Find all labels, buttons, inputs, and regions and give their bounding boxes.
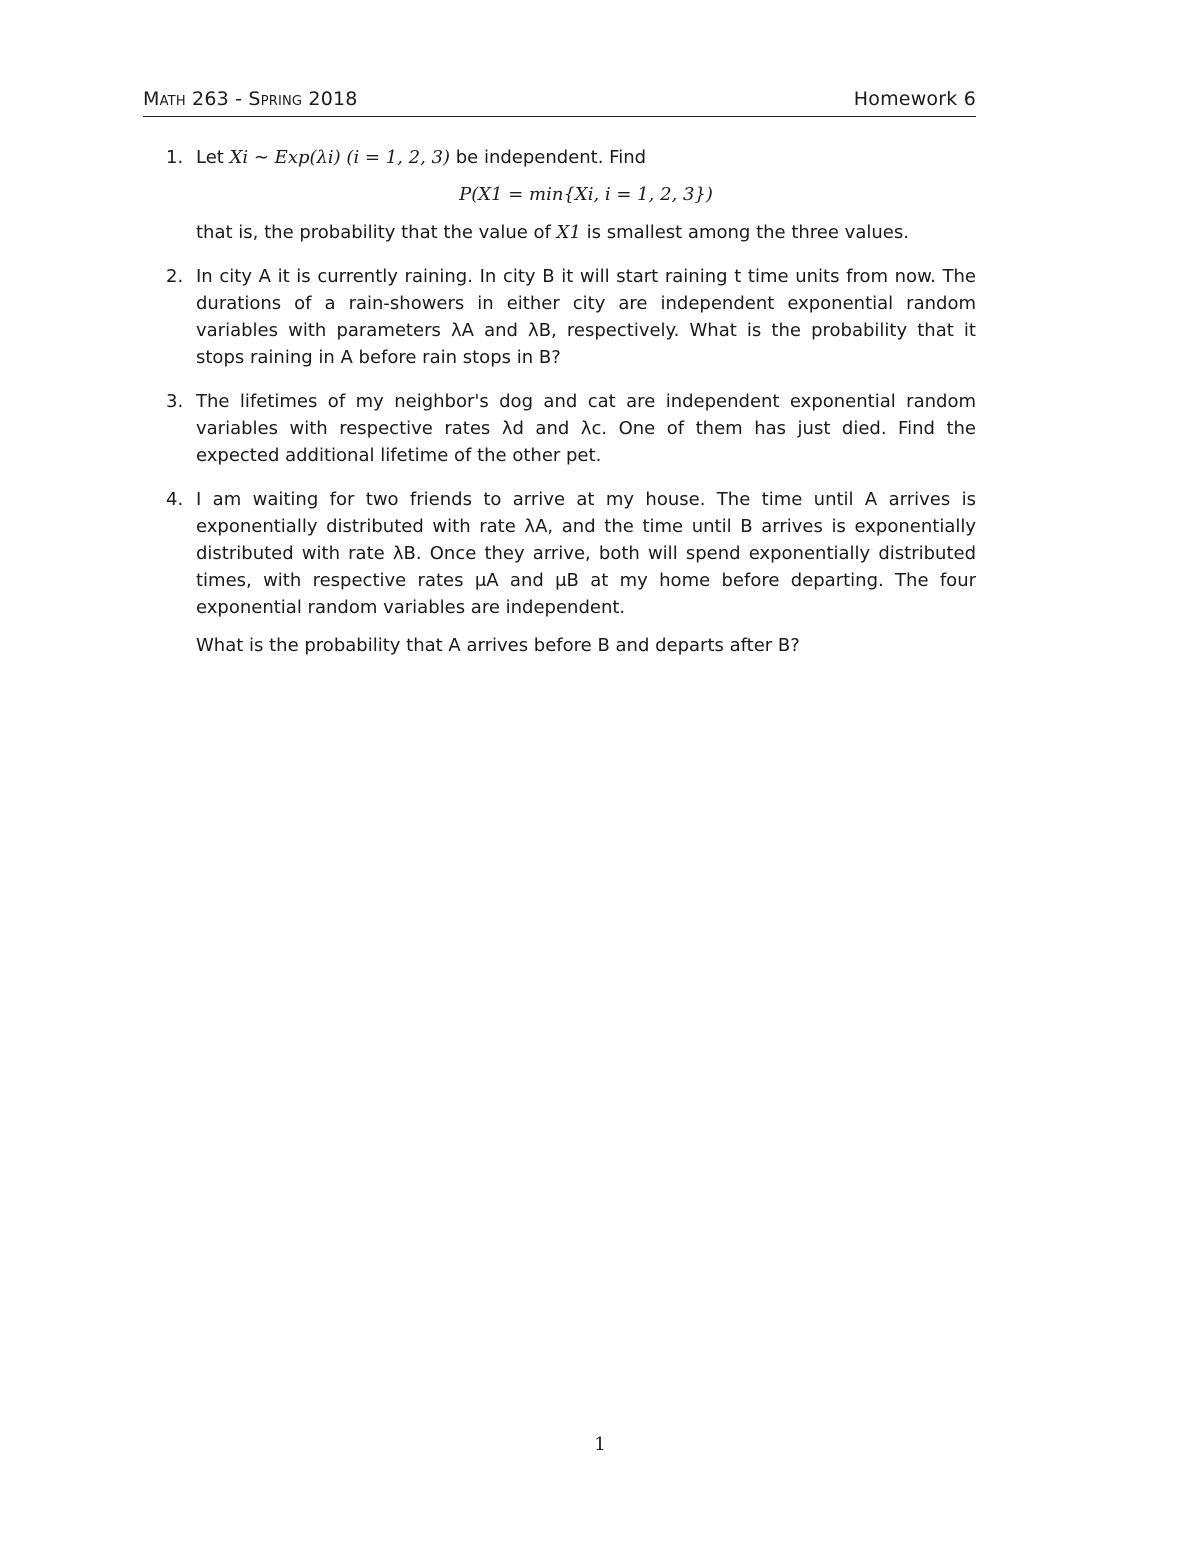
problem-3 [166, 388, 976, 469]
problem-number: 2. [166, 266, 184, 287]
intro-math: Xi ∼ Exp(λi) (i = 1, 2, 3) [229, 147, 450, 168]
problem-4 [166, 486, 976, 659]
tail-math: X1 [556, 222, 581, 243]
assignment-title: Homework 6 [853, 88, 976, 110]
problem-number: 4. [166, 489, 184, 510]
problem-1-intro [196, 144, 976, 171]
intro-text-b: be independent. Find [455, 147, 647, 168]
tail-text-a: that is, the probability that the value of [196, 222, 551, 243]
problem-1 [166, 144, 976, 246]
problem-4-text: I am waiting for two friends to arrive at my house. The time until A arrives is exponentially distributed with rate λA, and the time until B arrives is exponentially distributed with rate λB. Once they arrive, both will spend exponentially distributed times, with respective rates μA and μB at my home before departing. The four exponential random variables are independent. [196, 489, 976, 618]
problem-2-text: In city A it is currently raining. In city B it will start raining t time units from now. The durations of a rain-showers in either city are independent exponential random variables with parameters λA and λB, respectively. What is the probability that it stops raining in A before rain stops in B? [196, 266, 976, 368]
problem-4-question: What is the probability that A arrives before B and departs after B? [196, 635, 800, 656]
course-title: Math 263 - Spring 2018 [143, 88, 358, 110]
problem-1-tail [196, 219, 976, 246]
problem-list [166, 144, 976, 676]
display-equation: P(X1 = min{Xi, i = 1, 2, 3}) [459, 184, 713, 205]
tail-text-b: is smallest among the three values. [586, 222, 909, 243]
page-number: 1 [594, 1434, 606, 1455]
problem-number: 3. [166, 391, 184, 412]
page-header [143, 88, 976, 117]
problem-2 [166, 263, 976, 371]
intro-text-a: Let [196, 147, 224, 168]
problem-3-text: The lifetimes of my neighbor's dog and cat are independent exponential random variables with respective rates λd and λc. One of them has just died. Find the expected additional lifetime of the other pet. [196, 391, 976, 466]
problem-number: 1. [166, 147, 184, 168]
